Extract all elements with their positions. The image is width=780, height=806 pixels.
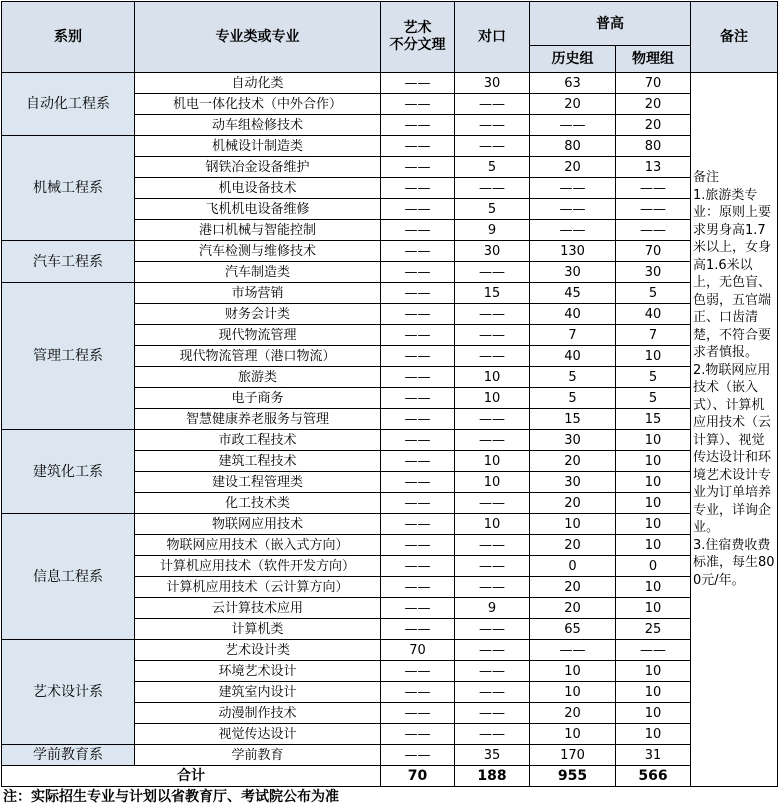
- table-row: [2, 745, 778, 766]
- art-cell: ——: [381, 304, 455, 325]
- physics-cell: 10: [616, 346, 691, 367]
- physics-cell: 0: [616, 556, 691, 577]
- table-row: [2, 430, 778, 451]
- major-cell: 汽车制造类: [135, 262, 381, 283]
- duikou-cell: 10: [455, 514, 530, 535]
- duikou-cell: ——: [455, 430, 530, 451]
- history-cell: 20: [530, 94, 616, 115]
- major-cell: 旅游类: [135, 367, 381, 388]
- major-cell: 电子商务: [135, 388, 381, 409]
- physics-cell: 10: [616, 535, 691, 556]
- duikou-cell: ——: [455, 136, 530, 157]
- history-cell: 15: [530, 409, 616, 430]
- total-duikou: 188: [455, 766, 530, 787]
- art-cell: 70: [381, 640, 455, 661]
- art-cell: ——: [381, 724, 455, 745]
- major-cell: 市政工程技术: [135, 430, 381, 451]
- dept-cell: 信息工程系: [2, 514, 135, 640]
- art-cell: ——: [381, 157, 455, 178]
- duikou-cell: ——: [455, 493, 530, 514]
- header-remark: 备注: [691, 2, 778, 73]
- physics-cell: 70: [616, 241, 691, 262]
- footer-note: 注：实际招生专业与计划以省教育厅、考试院公布为准: [3, 789, 339, 805]
- history-cell: 20: [530, 577, 616, 598]
- total-history: 955: [530, 766, 616, 787]
- history-cell: 63: [530, 73, 616, 94]
- physics-cell: 5: [616, 283, 691, 304]
- art-cell: ——: [381, 703, 455, 724]
- physics-cell: 10: [616, 430, 691, 451]
- major-cell: 物联网应用技术: [135, 514, 381, 535]
- duikou-cell: 10: [455, 472, 530, 493]
- art-cell: ——: [381, 136, 455, 157]
- history-cell: 170: [530, 745, 616, 766]
- art-cell: ——: [381, 94, 455, 115]
- physics-cell: 10: [616, 493, 691, 514]
- art-cell: ——: [381, 661, 455, 682]
- duikou-cell: ——: [455, 556, 530, 577]
- art-cell: ——: [381, 346, 455, 367]
- physics-cell: 20: [616, 94, 691, 115]
- duikou-cell: ——: [455, 262, 530, 283]
- duikou-cell: ——: [455, 619, 530, 640]
- duikou-cell: 9: [455, 598, 530, 619]
- major-cell: 物联网应用技术（嵌入式方向）: [135, 535, 381, 556]
- history-cell: 20: [530, 493, 616, 514]
- duikou-cell: 30: [455, 73, 530, 94]
- physics-cell: 80: [616, 136, 691, 157]
- art-cell: ——: [381, 493, 455, 514]
- major-cell: 钢铁冶金设备维护: [135, 157, 381, 178]
- table-row: [2, 514, 778, 535]
- physics-cell: ——: [616, 640, 691, 661]
- major-cell: 汽车检测与维修技术: [135, 241, 381, 262]
- total-art: 70: [381, 766, 455, 787]
- physics-cell: 7: [616, 325, 691, 346]
- art-cell: ——: [381, 262, 455, 283]
- art-cell: ——: [381, 73, 455, 94]
- total-row: [2, 766, 778, 787]
- art-cell: ——: [381, 619, 455, 640]
- duikou-cell: 9: [455, 220, 530, 241]
- physics-cell: 25: [616, 619, 691, 640]
- major-cell: 市场营销: [135, 283, 381, 304]
- duikou-cell: 5: [455, 199, 530, 220]
- enrollment-plan-table: [1, 1, 778, 787]
- major-cell: 计算机应用技术（云计算方向）: [135, 577, 381, 598]
- header-art: [381, 2, 455, 73]
- major-cell: 化工技术类: [135, 493, 381, 514]
- major-cell: 计算机类: [135, 619, 381, 640]
- duikou-cell: ——: [455, 178, 530, 199]
- art-cell: ——: [381, 241, 455, 262]
- duikou-cell: ——: [455, 346, 530, 367]
- major-cell: 视觉传达设计: [135, 724, 381, 745]
- major-cell: 动漫制作技术: [135, 703, 381, 724]
- major-cell: 智慧健康养老服务与管理: [135, 409, 381, 430]
- history-cell: 65: [530, 619, 616, 640]
- physics-cell: 10: [616, 514, 691, 535]
- history-cell: 10: [530, 682, 616, 703]
- header-art-line1: 艺术: [403, 20, 432, 36]
- history-cell: 5: [530, 367, 616, 388]
- header-putong: 普高: [530, 2, 691, 46]
- physics-cell: 5: [616, 367, 691, 388]
- major-cell: 港口机械与智能控制: [135, 220, 381, 241]
- history-cell: ——: [530, 199, 616, 220]
- physics-cell: 10: [616, 682, 691, 703]
- header-history: 历史组: [530, 46, 616, 73]
- major-cell: 现代物流管理: [135, 325, 381, 346]
- major-cell: 现代物流管理（港口物流）: [135, 346, 381, 367]
- duikou-cell: ——: [455, 682, 530, 703]
- physics-cell: 15: [616, 409, 691, 430]
- history-cell: 20: [530, 703, 616, 724]
- duikou-cell: 30: [455, 241, 530, 262]
- history-cell: 30: [530, 430, 616, 451]
- table-row: [2, 640, 778, 661]
- physics-cell: 30: [616, 262, 691, 283]
- dept-cell: 自动化工程系: [2, 73, 135, 136]
- art-cell: ——: [381, 598, 455, 619]
- remark-cell: 备注 1.旅游类专业：原则上要求男身高1.7米以上，女身高1.6米以上，无色盲、色弱，五官端正、口齿清楚，不符合要求者慎报。 2.物联网应用技术（嵌入式）、计算机应用技术（云计算）、视觉传达设计和环境艺术设计专业为订单培养专业，详询企业。 3.住宿费收费标准，每生800元/年。: [691, 73, 778, 787]
- duikou-cell: ——: [455, 577, 530, 598]
- major-cell: 动车组检修技术: [135, 115, 381, 136]
- table-row: [2, 283, 778, 304]
- physics-cell: 70: [616, 73, 691, 94]
- physics-cell: ——: [616, 178, 691, 199]
- major-cell: 自动化类: [135, 73, 381, 94]
- history-cell: 5: [530, 388, 616, 409]
- physics-cell: 10: [616, 703, 691, 724]
- table-row: [2, 241, 778, 262]
- duikou-cell: ——: [455, 535, 530, 556]
- physics-cell: 10: [616, 661, 691, 682]
- duikou-cell: ——: [455, 325, 530, 346]
- history-cell: 45: [530, 283, 616, 304]
- art-cell: ——: [381, 682, 455, 703]
- art-cell: ——: [381, 472, 455, 493]
- history-cell: 20: [530, 535, 616, 556]
- major-cell: 财务会计类: [135, 304, 381, 325]
- history-cell: ——: [530, 115, 616, 136]
- duikou-cell: 10: [455, 451, 530, 472]
- duikou-cell: 10: [455, 388, 530, 409]
- physics-cell: 40: [616, 304, 691, 325]
- duikou-cell: 10: [455, 367, 530, 388]
- physics-cell: 10: [616, 472, 691, 493]
- duikou-cell: ——: [455, 115, 530, 136]
- table-row: [2, 73, 778, 94]
- duikou-cell: 5: [455, 157, 530, 178]
- dept-cell: 建筑化工系: [2, 430, 135, 514]
- major-cell: 建筑室内设计: [135, 682, 381, 703]
- header-duikou: 对口: [455, 2, 530, 73]
- duikou-cell: ——: [455, 703, 530, 724]
- art-cell: ——: [381, 367, 455, 388]
- history-cell: 30: [530, 262, 616, 283]
- physics-cell: 5: [616, 388, 691, 409]
- art-cell: ——: [381, 535, 455, 556]
- duikou-cell: 35: [455, 745, 530, 766]
- art-cell: ——: [381, 556, 455, 577]
- art-cell: ——: [381, 178, 455, 199]
- dept-cell: 管理工程系: [2, 283, 135, 430]
- header-physics: 物理组: [616, 46, 691, 73]
- history-cell: 80: [530, 136, 616, 157]
- history-cell: 20: [530, 157, 616, 178]
- art-cell: ——: [381, 745, 455, 766]
- physics-cell: 10: [616, 451, 691, 472]
- header-art-line2: 不分文理: [389, 37, 446, 53]
- dept-cell: 汽车工程系: [2, 241, 135, 283]
- physics-cell: ——: [616, 220, 691, 241]
- major-cell: 学前教育: [135, 745, 381, 766]
- duikou-cell: ——: [455, 409, 530, 430]
- total-label: 合计: [2, 766, 381, 787]
- physics-cell: 10: [616, 724, 691, 745]
- history-cell: 40: [530, 304, 616, 325]
- duikou-cell: ——: [455, 640, 530, 661]
- physics-cell: 10: [616, 598, 691, 619]
- physics-cell: 10: [616, 577, 691, 598]
- duikou-cell: ——: [455, 94, 530, 115]
- history-cell: 0: [530, 556, 616, 577]
- major-cell: 飞机机电设备维修: [135, 199, 381, 220]
- major-cell: 机电一体化技术（中外合作）: [135, 94, 381, 115]
- major-cell: 机电设备技术: [135, 178, 381, 199]
- physics-cell: 13: [616, 157, 691, 178]
- major-cell: 艺术设计类: [135, 640, 381, 661]
- dept-cell: 学前教育系: [2, 745, 135, 766]
- history-cell: 130: [530, 241, 616, 262]
- physics-cell: ——: [616, 199, 691, 220]
- major-cell: 建设工程管理类: [135, 472, 381, 493]
- major-cell: 计算机应用技术（软件开发方向）: [135, 556, 381, 577]
- major-cell: 建筑工程技术: [135, 451, 381, 472]
- major-cell: 云计算技术应用: [135, 598, 381, 619]
- art-cell: ——: [381, 430, 455, 451]
- total-physics: 566: [616, 766, 691, 787]
- duikou-cell: ——: [455, 661, 530, 682]
- duikou-cell: ——: [455, 724, 530, 745]
- duikou-cell: 15: [455, 283, 530, 304]
- table-row: [2, 136, 778, 157]
- header-major: 专业类或专业: [135, 2, 381, 73]
- history-cell: 10: [530, 724, 616, 745]
- duikou-cell: ——: [455, 304, 530, 325]
- art-cell: ——: [381, 325, 455, 346]
- dept-cell: 机械工程系: [2, 136, 135, 241]
- art-cell: ——: [381, 514, 455, 535]
- art-cell: ——: [381, 220, 455, 241]
- history-cell: ——: [530, 178, 616, 199]
- art-cell: ——: [381, 577, 455, 598]
- physics-cell: 31: [616, 745, 691, 766]
- dept-cell: 艺术设计系: [2, 640, 135, 745]
- physics-cell: 20: [616, 115, 691, 136]
- history-cell: 40: [530, 346, 616, 367]
- art-cell: ——: [381, 115, 455, 136]
- history-cell: 20: [530, 598, 616, 619]
- history-cell: 30: [530, 472, 616, 493]
- history-cell: 20: [530, 451, 616, 472]
- art-cell: ——: [381, 451, 455, 472]
- major-cell: 环境艺术设计: [135, 661, 381, 682]
- history-cell: ——: [530, 220, 616, 241]
- art-cell: ——: [381, 283, 455, 304]
- history-cell: 7: [530, 325, 616, 346]
- art-cell: ——: [381, 409, 455, 430]
- history-cell: 10: [530, 661, 616, 682]
- art-cell: ——: [381, 199, 455, 220]
- art-cell: ——: [381, 388, 455, 409]
- major-cell: 机械设计制造类: [135, 136, 381, 157]
- header-dept: 系别: [2, 2, 135, 73]
- history-cell: ——: [530, 640, 616, 661]
- history-cell: 10: [530, 514, 616, 535]
